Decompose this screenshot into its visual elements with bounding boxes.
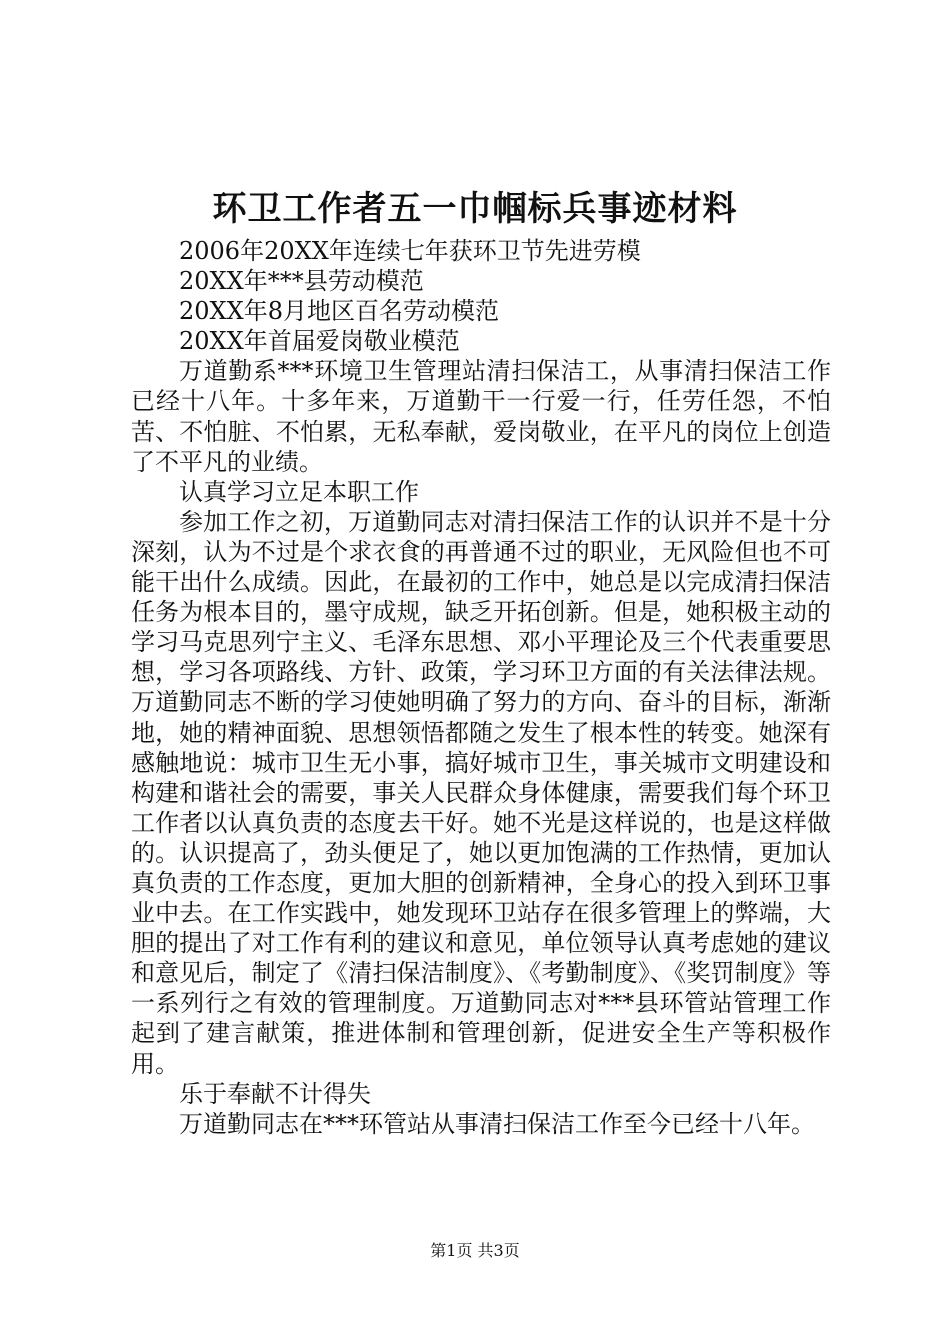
section-heading-study: 认真学习立足本职工作 — [179, 477, 419, 506]
honor-line-2: 20XX年***县劳动模范 — [179, 267, 424, 296]
section-heading-dedication: 乐于奉献不计得失 — [179, 1079, 371, 1108]
page-number-footer: 第1页 共3页 — [430, 1241, 520, 1260]
honor-line-4: 20XX年首届爱岗敬业模范 — [179, 327, 460, 356]
honor-line-1: 2006年20XX年连续七年获环卫节先进劳模 — [179, 237, 641, 265]
intro-paragraph: 万道勤系***环境卫生管理站清扫保洁工，从事清扫保洁工作已经十八年。十多年来，万道勤干一行爱一行，任劳任怨，不怕苦、不怕脏、不怕累，无私奉献，爱岗敬业，在平凡的岗位上创造了不平凡的业绩。 — [131, 357, 831, 476]
dedication-paragraph: 万道勤同志在***环管站从事清扫保洁工作至今已经十八年。 — [179, 1109, 815, 1138]
document-title: 环卫工作者五一巾帼标兵事迹材料 — [212, 189, 738, 229]
honor-line-3: 20XX年8月地区百名劳动模范 — [179, 297, 499, 326]
study-paragraph: 参加工作之初，万道勤同志对清扫保洁工作的认识并不是十分深刻，认为不过是个求衣食的再普通不过的职业，无风险但也不可能干出什么成绩。因此，在最初的工作中，她总是以完成清扫保洁任务为根本目的，墨守成规，缺乏开拓创新。但是，她积极主动的学习马克思列宁主义、毛泽东思想、邓小平理论及三个代表重要思想，学习各项路线、方针、政策，学习环卫方面的有关法律法规。万道勤同志不断的学习使她明确了努力的方向、奋斗的目标，渐渐地，她的精神面貌、思想领悟都随之发生了根本性的转变。她深有感触地说：城市卫生无小事，搞好城市卫生，事关城市文明建设和构建和谐社会的需要，事关人民群众身体健康，需要我们每个环卫工作者以认真负责的态度去干好。她不光是这样说的，也是这样做的。认识提高了，劲头便足了，她以更加饱满的工作热情，更加认真负责的工作态度，更加大胆的创新精神，全身心的投入到环卫事业中去。在工作实践中，她发现环卫站存在很多管理上的弊端，大胆的提出了对工作有利的建议和意见，单位领导认真考虑她的建议和意见后，制定了《清扫保洁制度》、《考勤制度》、《奖罚制度》等一系列行之有效的管理制度。万道勤同志对***县环管站管理工作起到了建言献策，推进体制和管理创新，促进安全生产等积极作用。 — [131, 507, 831, 1078]
document-body — [131, 236, 831, 1139]
